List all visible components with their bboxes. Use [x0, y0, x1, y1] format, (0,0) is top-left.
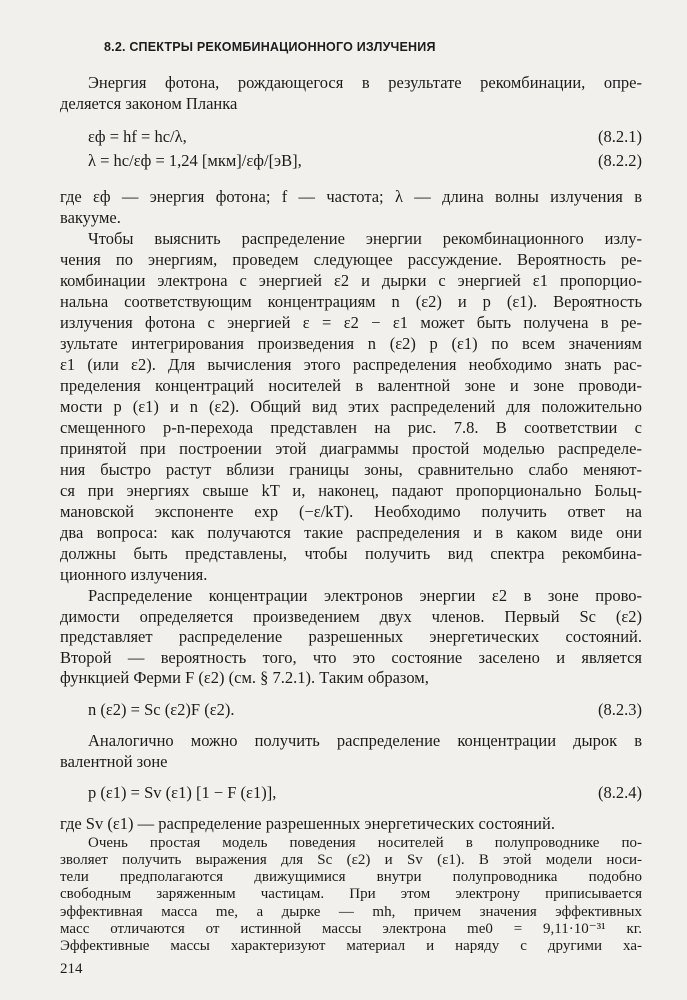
text-line: принятой при построении этой диаграммы простой моделью распределе-	[60, 439, 642, 458]
equation-8-2-3: n (ε2) = Sc (ε2)F (ε2).	[88, 700, 235, 719]
text-line: Аналогично можно получить распределение концентрации дырок в	[88, 731, 642, 750]
text-line: Второй — вероятность того, что это состояние заселено и является	[60, 647, 642, 667]
text-line: функцией Ферми F (ε2) (см. § 7.2.1). Таким образом,	[60, 668, 429, 688]
page-number: 214	[60, 961, 83, 978]
text-line: пределения концентраций носителей в валентной зоне и зоне проводи-	[60, 376, 642, 395]
text-line: комбинации электрона с энергией ε2 и дырки с энергией ε1 пропорцио-	[60, 271, 642, 290]
text-line: где Sv (ε1) — распределение разрешенных энергетических состояний.	[60, 814, 555, 834]
text-line: димости определяется произведением двух членов. Первый Sc (ε2)	[60, 606, 642, 626]
text-line: Чтобы выяснить распределение энергии рекомбинационного излу-	[88, 229, 642, 248]
text-line: валентной зоне	[60, 751, 168, 771]
section-header: 8.2. СПЕКТРЫ РЕКОМБИНАЦИОННОГО ИЗЛУЧЕНИЯ	[104, 40, 436, 54]
text-line: ся при энергиях свыше kT и, наконец, падают пропорционально Больц-	[60, 481, 642, 500]
equation-number: (8.2.2)	[598, 151, 642, 170]
text-line: масс отличаются от истинной массы электрона me0 = 9,11·10⁻³¹ кг.	[60, 920, 642, 937]
text-line: зволяет получить выражения для Sc (ε2) и Sv (ε1). В этой модели носи-	[60, 852, 642, 868]
text-line: зультате интегрирования произведения n (ε2) p (ε1) по всем значениям	[60, 334, 642, 353]
text-line: представляет распределение разрешенных энергетических состояний.	[60, 627, 642, 647]
equation-number: (8.2.3)	[598, 700, 642, 719]
text-line: свободным заряженным частицам. При этом электрону приписывается	[60, 886, 642, 903]
equation-8-2-1: εф = hf = hc/λ,	[88, 127, 187, 146]
text-line: Распределение концентрации электронов энергии ε2 в зоне прово-	[88, 586, 642, 605]
text-line: мановской экспоненте exp (−ε/kT). Необходимо получить ответ на	[60, 502, 642, 521]
text-line: два вопроса: как получаются такие распределения и в каком виде они	[60, 523, 642, 542]
text-line: мости p (ε1) и n (ε2). Общий вид этих распределений для положительно	[60, 397, 642, 416]
text-line: деляется законом Планка	[60, 94, 238, 113]
text-line: где εф — энергия фотона; f — частота; λ — длина волны излучения в	[60, 187, 642, 206]
equation-8-2-2: λ = hc/εф = 1,24 [мкм]/εф/[эВ],	[88, 151, 302, 170]
text-line: ционного излучения.	[60, 565, 208, 584]
equation-8-2-4: p (ε1) = Sv (ε1) [1 − F (ε1)],	[88, 783, 277, 803]
equation-number: (8.2.1)	[598, 127, 642, 146]
equation-number: (8.2.4)	[598, 783, 642, 803]
text-line: тели предполагаются движущимися внутри полупроводника подобно	[60, 869, 642, 886]
text-line: смещенного p-n-перехода представлен на рис. 7.8. В соответствии с	[60, 418, 642, 437]
text-line: чения по энергиям, проведем следующее рассуждение. Вероятность ре-	[60, 250, 642, 269]
text-line: эффективная масса me, а дырке — mh, причем значения эффективных	[60, 903, 642, 920]
text-line: Энергия фотона, рождающегося в результате рекомбинации, опре-	[88, 73, 642, 92]
text-line: должны быть представлены, чтобы получить вид спектра рекомбина-	[60, 544, 642, 563]
text-line: нальна соответствующим концентрациям n (ε2) и p (ε1). Вероятность	[60, 292, 642, 311]
text-line: вакууме.	[60, 208, 121, 227]
text-line: Очень простая модель поведения носителей в полупроводнике по-	[88, 834, 642, 851]
text-line: Эффективные массы характеризуют материал и наряду с другими ха-	[60, 938, 642, 954]
text-line: излучения фотона с энергией ε = ε2 − ε1 может быть получена в ре-	[60, 313, 642, 332]
text-line: ния быстро растут вблизи границы зоны, сравнительно слабо меняют-	[60, 460, 642, 479]
text-line: ε1 (или ε2). Для вычисления этого распределения необходимо знать рас-	[60, 355, 642, 374]
